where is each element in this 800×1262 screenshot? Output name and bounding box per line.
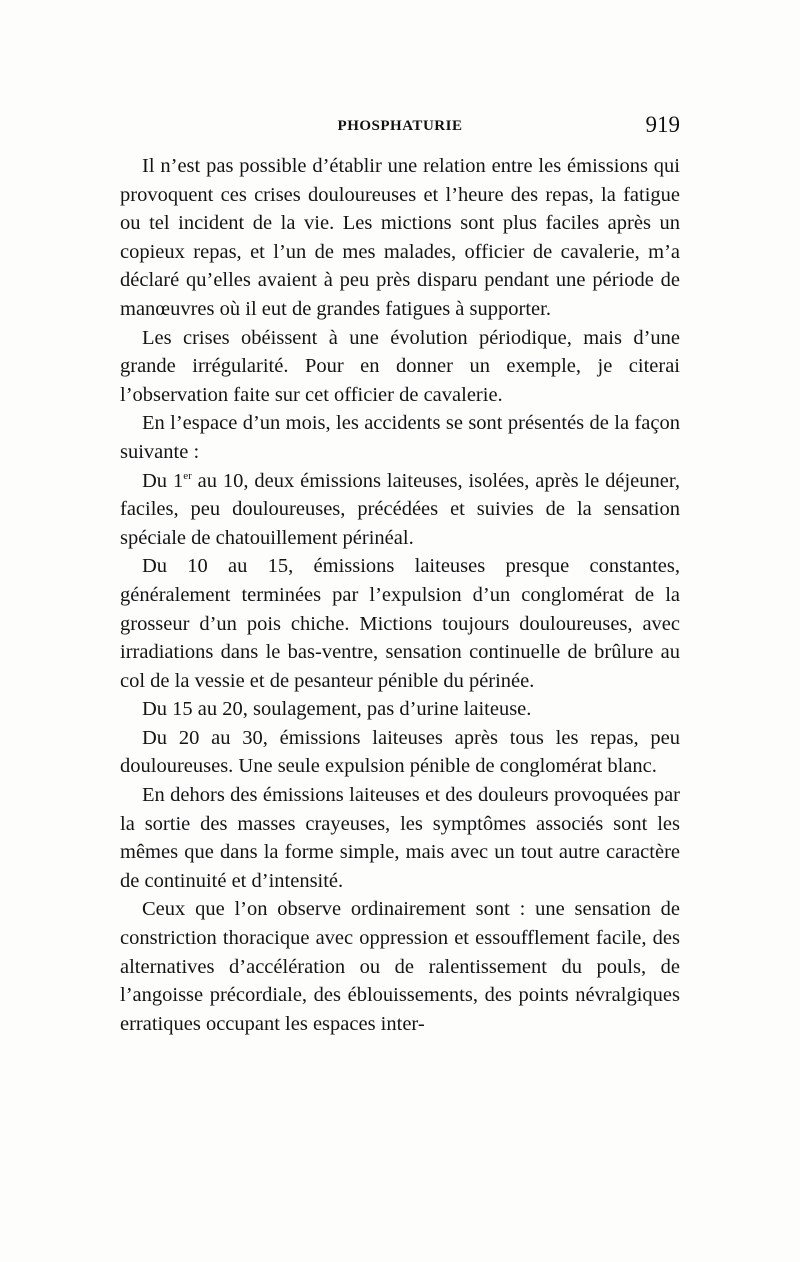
paragraph: Du 20 au 30, émissions laiteuses après tous les repas, peu douloureuses. Une seule expulsion pénible de conglomérat blanc. [120, 726, 680, 778]
paragraph [120, 467, 680, 553]
page-header [120, 112, 680, 142]
paragraph-text: au 10, deux émissions laiteuses, isolées, après le déjeuner, faciles, peu douloureuses, précédées et suivies de la sensation spéciale de chatouillement périnéal. [120, 469, 680, 549]
paragraph: En dehors des émissions laiteuses et des douleurs provoquées par la sortie des masses crayeuses, les symptômes associés sont les mêmes que dans la forme simple, mais avec un tout autre caractère de continuité et d’intensité. [120, 784, 680, 892]
paragraph: En l’espace d’un mois, les accidents se sont présentés de la façon suivante : [120, 412, 680, 463]
running-title: PHOSPHATURIE [337, 118, 463, 134]
paragraph-text: Du 1 [142, 469, 184, 492]
body-text [120, 152, 680, 1038]
paragraph: Les crises obéissent à une évolution périodique, mais d’une grande irrégularité. Pour en donner un exemple, je citerai l’observation faite sur cet officier de cavalerie. [120, 326, 680, 406]
paragraph: Du 15 au 20, soulagement, pas d’urine laiteuse. [142, 698, 532, 721]
paragraph: Ceux que l’on observe ordinairement sont : une sensation de constriction thoracique avec oppression et essoufflement facile, des alternatives d’accélération ou de ralentissement du pouls, de l’angoisse précordiale, des éblouissements, des points névralgiques erratiques occupant les espaces inter- [120, 898, 680, 1035]
ordinal-superscript: er [183, 469, 192, 482]
page-number: 919 [645, 112, 680, 137]
paragraph: Du 10 au 15, émissions laiteuses presque constantes, généralement terminées par l’expulsion d’un conglomérat de la grosseur d’un pois chiche. Mictions toujours douloureuses, avec irradiations dans le bas-ventre, sensation continuelle de brûlure au col de la vessie et de pesanteur pénible du périnée. [120, 555, 680, 692]
paragraph: Il n’est pas possible d’établir une relation entre les émissions qui provoquent ces crises douloureuses et l’heure des repas, la fatigue ou tel incident de la vie. Les mictions sont plus faciles après un copieux repas, et l’un de mes malades, officier de cavalerie, m’a déclaré qu’elles avaient à peu près disparu pendant une période de manœuvres où il eut de grandes fatigues à supporter. [120, 155, 680, 320]
